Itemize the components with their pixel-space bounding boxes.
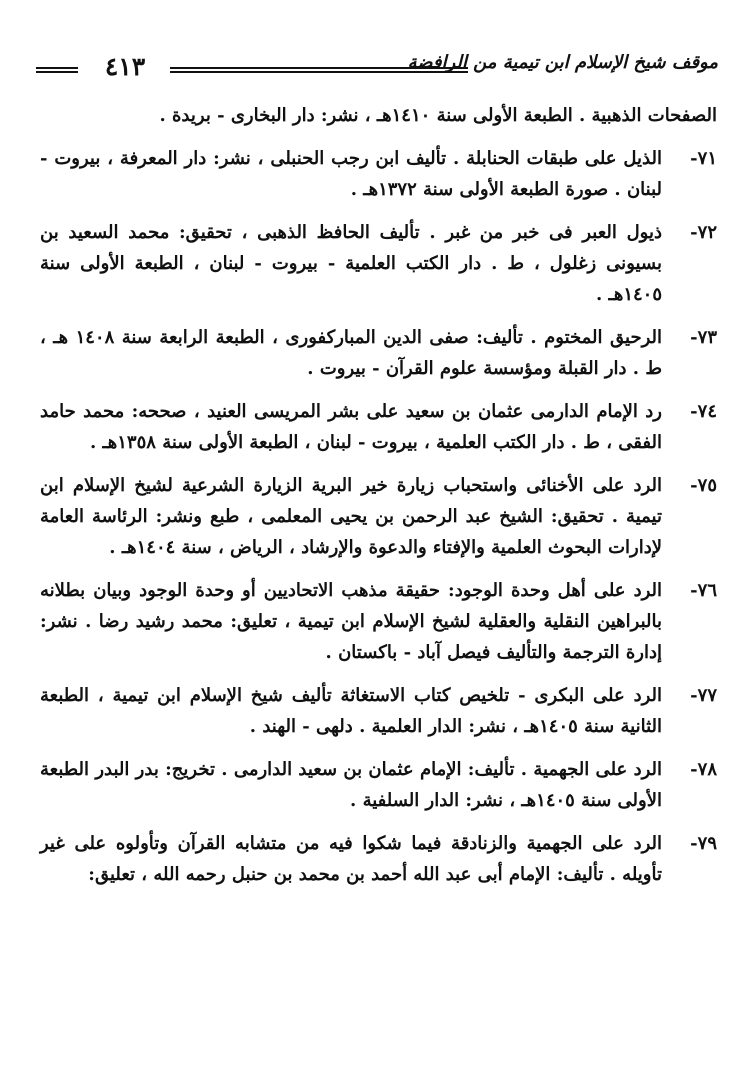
entry-text: الرد على الجهمية . تأليف: الإمام عثمان بن سعيد الدارمى . تخريج: بدر البدر الطبعة الأولى سنة ١٤٠٥هـ ، نشر: الدار السلفية . xyxy=(40,759,662,811)
entry-text: الذيل على طبقات الحنابلة . تأليف ابن رجب الحنبلى ، نشر: دار المعرفة ، بيروت - لبنان . صورة الطبعة الأولى سنة ١٣٧٢هـ . xyxy=(40,148,662,200)
header-rule-left xyxy=(36,67,78,73)
bibliography-entry xyxy=(40,680,717,742)
running-title: موقف شيخ الإسلام ابن تيمية من الرافضة xyxy=(407,52,718,73)
entry-number: ٧٢- xyxy=(690,222,717,243)
entry-text: رد الإمام الدارمى عثمان بن سعيد على بشر المريسى العنيد ، صححه: محمد حامد الفقى ، ط . دار الكتب العلمية ، بيروت - لبنان ، الطبعة الأولى سنة ١٣٥٨هـ . xyxy=(40,401,662,453)
bibliography-entry xyxy=(40,828,717,890)
page-number: ٤١٣ xyxy=(104,52,146,81)
entry-number: ٧٤- xyxy=(690,401,717,422)
entry-text: الرد على الجهمية والزنادقة فيما شكوا فيه من متشابه القرآن وتأولوه على غير تأويله . تأليف: الإمام أبى عبد الله أحمد بن محمد بن حنبل رحمه الله ، تعليق: xyxy=(40,833,662,885)
entry-text: الرد على أهل وحدة الوجود: حقيقة مذهب الاتحاديين أو وحدة الوجود وبيان بطلانه بالبراهين النقلية والعقلية لشيخ الإسلام ابن تيمية ، تعليق: محمد رشيد رضا . نشر: إدارة الترجمة والتأليف فيصل آباد - باكستان . xyxy=(40,580,662,663)
entry-number: ٧٦- xyxy=(690,580,717,601)
continued-entry-text: الصفحات الذهبية . الطبعة الأولى سنة ١٤١٠هـ ، نشر: دار البخارى - بريدة . xyxy=(159,105,717,126)
entry-number: ٧٣- xyxy=(690,327,717,348)
bibliography-entry xyxy=(40,396,717,458)
bibliography-entry xyxy=(40,217,717,310)
entry-text: ذيول العبر فى خبر من غبر . تأليف الحافظ الذهبى ، تحقيق: محمد السعيد بن بسيونى زغلول ، ط . دار الكتب العلمية - بيروت - لبنان ، الطبعة الأولى سنة ١٤٠٥هـ . xyxy=(40,222,662,305)
entry-text: الرد على البكرى - تلخيص كتاب الاستغاثة تأليف شيخ الإسلام ابن تيمية ، الطبعة الثانية سنة ١٤٠٥هـ ، نشر: الدار العلمية . دلهى - الهند . xyxy=(40,685,662,737)
entry-text: الرد على الأخنائى واستحباب زيارة خير البرية الزيارة الشرعية لشيخ الإسلام ابن تيمية . تحقيق: الشيخ عبد الرحمن بن يحيى المعلمى ، طبع ونشر: الرئاسة العامة لإدارات البحوث العلمية والإفتاء والدعوة والإرشاد ، الرياض ، سنة ١٤٠٤هـ . xyxy=(40,475,662,558)
bibliography-entry xyxy=(40,754,717,816)
entry-number: ٧١- xyxy=(690,148,717,169)
entry-number: ٧٩- xyxy=(690,833,717,854)
bibliography-entry xyxy=(40,143,717,205)
bibliography-entry xyxy=(40,322,717,384)
entry-text: الرحيق المختوم . تأليف: صفى الدين المباركفورى ، الطبعة الرابعة سنة ١٤٠٨ هـ ، ط . دار القبلة ومؤسسة علوم القرآن - بيروت . xyxy=(40,327,662,379)
entry-number: ٧٧- xyxy=(690,685,717,706)
entry-number: ٧٥- xyxy=(690,475,717,496)
bibliography-entry xyxy=(40,470,717,563)
page-header xyxy=(30,52,718,86)
bibliography-list xyxy=(40,100,717,902)
bibliography-entry xyxy=(40,575,717,668)
entry-number: ٧٨- xyxy=(690,759,717,780)
